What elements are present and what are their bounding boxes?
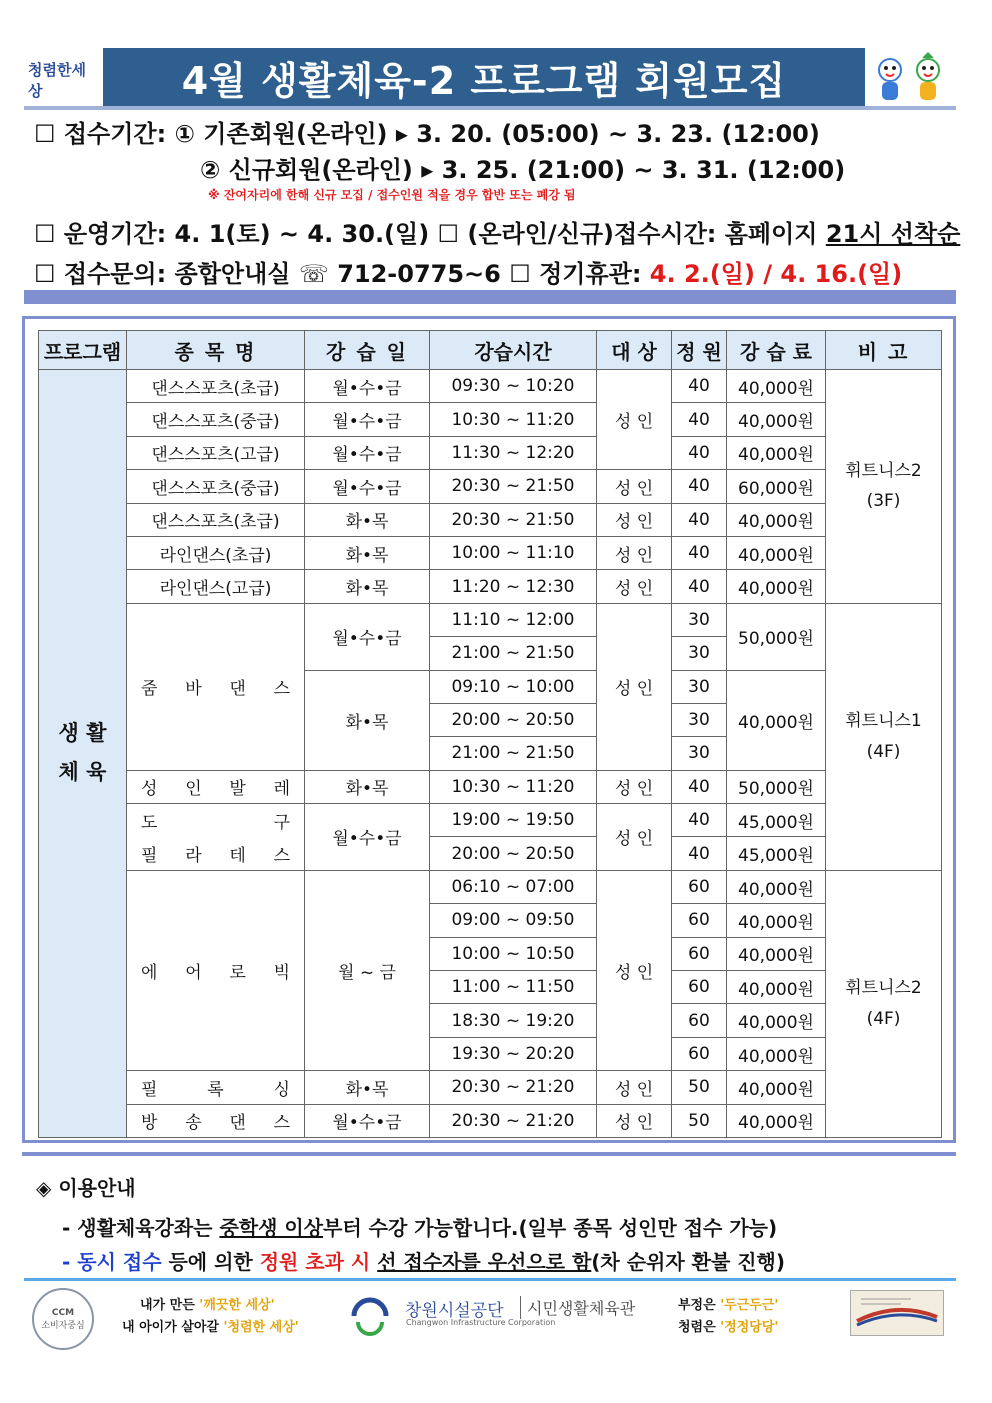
table-row: 필 라 테 스 20:00 ~ 20:50 40 45,000원	[39, 837, 942, 870]
registration-period	[34, 114, 820, 149]
table-row: 11:00 ~ 11:50 60 40,000원	[39, 971, 942, 1004]
page-title: 4월 생활체육-2 프로그램 회원모집	[181, 58, 787, 103]
registration-new: ② 신규회원(온라인) ▸ 3. 25. (21:00) ~ 3. 31. (12:00)	[200, 156, 846, 184]
table-row: 방 송 댄 스 월•수•금 20:30 ~ 21:20 성 인 50 40,000원	[39, 1104, 942, 1137]
inquiry-line: ☐ 접수문의: 종합안내실 ☏ 712-0775~6 ☐ 정기휴관: 4. 2.(일) / 4. 16.(일)	[34, 260, 903, 288]
ccm-badge-icon: CCM 소비자중심	[32, 1288, 94, 1350]
col-name: 종 목 명	[127, 331, 305, 370]
col-time: 강습시간	[430, 331, 597, 370]
table-header-row	[39, 331, 942, 370]
table-row: 성 인 발 레 화•목 10:30 ~ 11:20 성 인 40 50,000원	[39, 770, 942, 803]
table-row: 21:00 ~ 21:50 30	[39, 637, 942, 670]
footer-divider	[24, 1278, 956, 1281]
table-row: 화•목 09:10 ~ 10:00 30 40,000원	[39, 670, 942, 703]
remark-cell: 휘트니스1 (4F)	[826, 603, 942, 870]
registration-note: ※ 잔여자리에 한해 신규 모집 / 접수인원 적을 경우 합반 또는 폐강 됨	[208, 188, 576, 202]
section-bar-bottom	[22, 1152, 956, 1156]
table-row: 줌 바 댄 스 월•수•금 11:10 ~ 12:00 성 인 30 50,000원 휘트니스1 (4F)	[39, 603, 942, 636]
title-banner	[103, 48, 865, 106]
col-remark: 비 고	[826, 331, 942, 370]
table-row: 도 구 월•수•금 19:00 ~ 19:50 성 인 40 45,000원	[39, 804, 942, 837]
table-row: 라인댄스(고급) 화•목 11:20 ~ 12:30 성 인 40 40,000원	[39, 570, 942, 603]
table-row: 18:30 ~ 19:20 60 40,000원	[39, 1004, 942, 1037]
org-name-en: Changwon Infrastructure Corporation	[406, 1318, 556, 1327]
table-row: 21:00 ~ 21:50 30	[39, 737, 942, 770]
logo-cheongryeom: 청렴한세상	[28, 61, 86, 100]
table-row: 댄스스포츠(중급) 월•수•금 20:30 ~ 21:50 성 인 40 60,000원	[39, 470, 942, 503]
schedule-table	[38, 330, 942, 1138]
slogan-2: 내 아이가 살아갈 '청렴한 세상'	[122, 1320, 299, 1335]
col-fee: 강 습 료	[727, 331, 826, 370]
guide-line-1: - 생활체육강좌는 중학생 이상부터 수강 가능합니다.(일부 종목 성인만 접수 가능)	[62, 1216, 778, 1240]
table-row: 라인댄스(초급) 화•목 10:00 ~ 11:10 성 인 40 40,000원	[39, 536, 942, 569]
registration-existing: ① 기존회원(온라인) ▸ 3. 20. (05:00) ~ 3. 23. (12:00)	[174, 120, 820, 148]
table-row: 09:00 ~ 09:50 60 40,000원	[39, 904, 942, 937]
table-row: 댄스스포츠(고급) 월•수•금 11:30 ~ 12:20 40 40,000원	[39, 436, 942, 469]
motto-1: 부정은 '두근두근'	[678, 1298, 779, 1313]
table-row: 20:00 ~ 20:50 30	[39, 703, 942, 736]
col-day: 강 습 일	[305, 331, 430, 370]
org-sub: 시민생활체육관	[520, 1296, 635, 1319]
slogan-1: 내가 만든 '깨끗한 세상'	[140, 1298, 275, 1313]
closed-days: 4. 2.(일) / 4. 16.(일)	[649, 260, 903, 288]
section-bar-top	[24, 290, 956, 304]
remark-cell: 휘트니스2 (4F)	[826, 870, 942, 1137]
table-row: 19:30 ~ 20:20 60 40,000원	[39, 1037, 942, 1070]
table-row: 10:00 ~ 10:50 60 40,000원	[39, 937, 942, 970]
header-divider	[24, 106, 956, 110]
table-row: 댄스스포츠(중급) 월•수•금 10:30 ~ 11:20 40 40,000원	[39, 403, 942, 436]
col-program: 프로그램	[39, 331, 127, 370]
changwon-logo-icon	[350, 1296, 390, 1336]
remark-cell: 휘트니스2 (3F)	[826, 370, 942, 604]
org-name: 창원시설공단	[405, 1301, 504, 1321]
mascot-icon	[872, 52, 952, 104]
guide-title: ◈ 이용안내	[36, 1176, 136, 1200]
col-capacity: 정 원	[672, 331, 727, 370]
category-cell: 생 활 체 육	[39, 370, 127, 1138]
operation-period: ☐ 운영기간: 4. 1(토) ~ 4. 30.(일) ☐ (온라인/신규)접수시간: 홈페이지 21시 선착순	[34, 220, 961, 248]
col-target: 대 상	[597, 331, 672, 370]
certificate-icon	[850, 1290, 944, 1336]
table-row: 필 록 싱 화•목 20:30 ~ 21:20 성 인 50 40,000원	[39, 1071, 942, 1104]
table-row: 에 어 로 빅 월 ~ 금 06:10 ~ 07:00 성 인 60 40,000원 휘트니스2 (4F)	[39, 870, 942, 903]
motto-2: 청렴은 '정정당당'	[678, 1320, 779, 1335]
table-row: 생 활 체 육 댄스스포츠(초급) 월•수•금 09:30 ~ 10:20 성 인 40 40,000원 휘트니스2 (3F)	[39, 370, 942, 403]
first-come-text: 21시 선착순	[825, 220, 961, 248]
guide-line-2: - 동시 접수 등에 의한 정원 초과 시 선 접수자를 우선으로 함(차 순위자 환불 진행)	[62, 1250, 786, 1274]
table-row: 댄스스포츠(초급) 화•목 20:30 ~ 21:50 성 인 40 40,000원	[39, 503, 942, 536]
registration-label: ☐ 접수기간:	[34, 120, 167, 148]
